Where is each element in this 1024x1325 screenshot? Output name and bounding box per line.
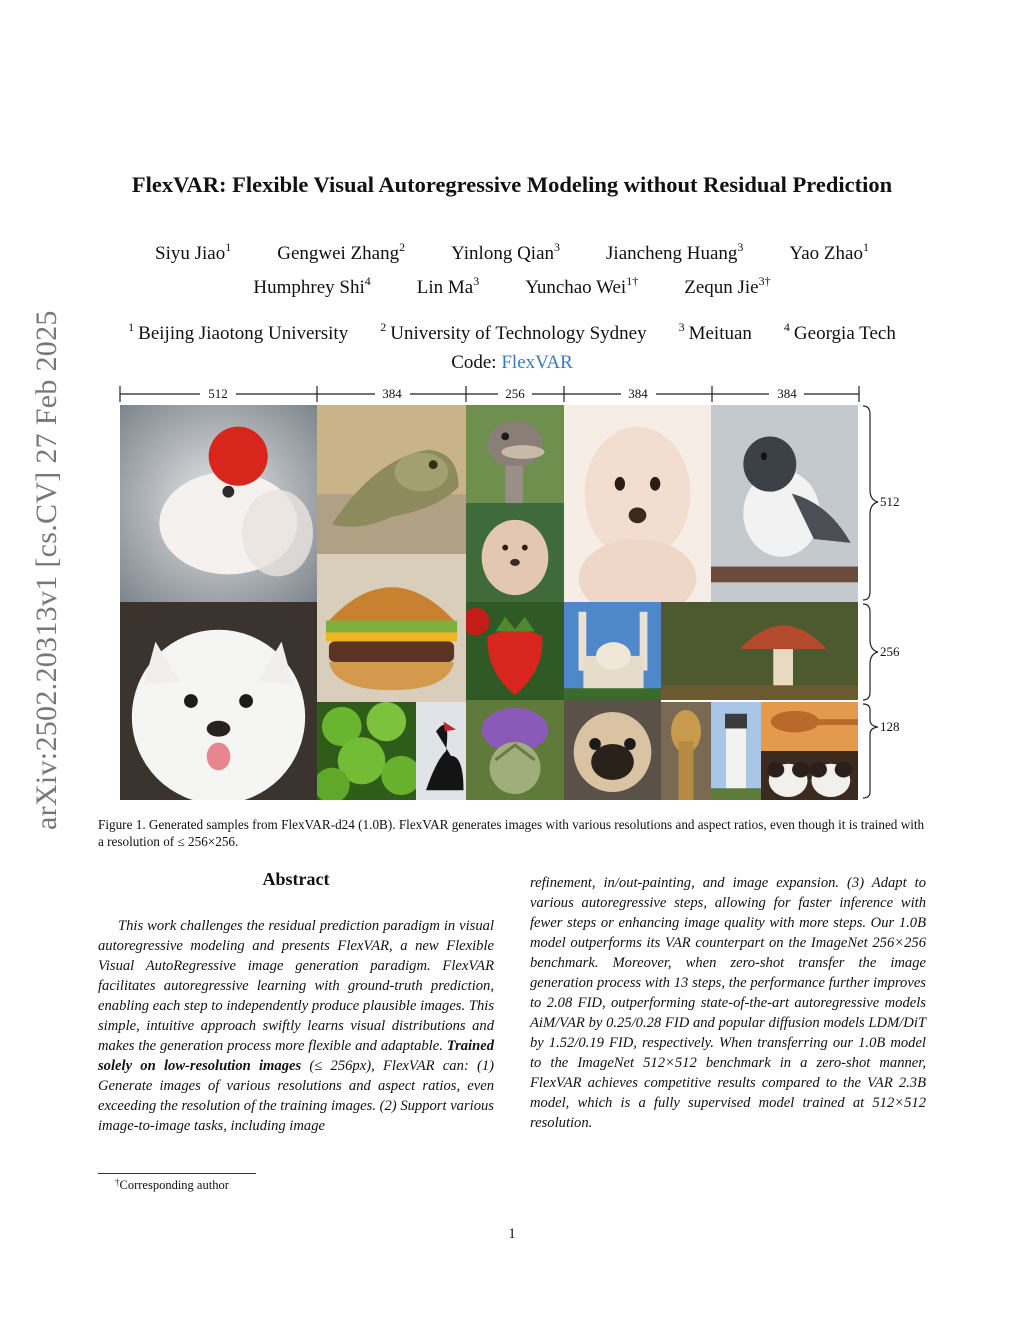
footnote [115,1177,229,1193]
affiliation [380,320,646,345]
abstract-right-column [530,873,926,1133]
author-name-text: Yunchao Wei [525,277,627,298]
author-name [277,240,405,265]
author-list-row-2 [0,274,1024,299]
mushroom-image [661,602,858,700]
height-label: 256 [880,644,900,659]
affiliation-name: Meituan [688,323,752,344]
mosque-image [564,602,661,700]
affiliation [784,320,896,345]
abstract-left-column [98,916,494,1136]
height-label: 512 [880,494,900,509]
author-name [684,274,770,299]
author-affiliation-mark: 3† [758,274,771,288]
spoon-image [761,702,858,751]
puppies-image [761,751,858,800]
page-number: 1 [508,1226,516,1242]
figure-caption: Figure 1. Generated samples from FlexVAR-d24 (1.0B). FlexVAR generates images with various resolutions and aspect ratios, even though it is trained with a resolution of ≤ 256×256. [98,817,925,849]
author-name-text: Zequn Jie [684,277,759,298]
author-name [155,240,231,265]
pug-image [564,700,661,800]
affiliation-mark: 3 [678,320,685,334]
height-label: 128 [880,719,900,734]
footnote-mark: † [115,1177,120,1187]
samoyed-image [120,602,317,800]
affiliation-name: Georgia Tech [793,323,896,344]
author-affiliation-mark: 2 [399,240,406,254]
apples-image [317,702,416,800]
ostrich-image [466,405,564,503]
author-name-text: Siyu Jiao [155,243,226,264]
author-name-text: Lin Ma [416,277,474,298]
affiliation-mark: 2 [380,320,387,334]
author-name [417,274,479,299]
width-label: 384 [628,386,648,401]
width-label: 384 [777,386,797,401]
author-list-row-1 [0,240,1024,265]
author-name-text: Yao Zhao [789,243,863,264]
author-affiliation-mark: 4 [364,274,371,288]
author-affiliation-mark: 3 [554,240,561,254]
footnote-divider [98,1173,256,1174]
abstract-text: refinement, in/out-painting, and image expansion. (3) Adapt to various autoregressive steps, allowing for faster inference with fewer steps or enhancing image quality with more steps. Our 1.0B model outperforms its VAR counterpart on the ImageNet 256×256 benchmark. Moreover, when zero-shot transfer the image generation process with 13 steps, the performance further improves to 2.08 FID, outperforming state-of-the-art autoregressive models AiM/VAR by 0.25/0.28 FID and popular diffusion models LDM/DiT by 1.52/0.19 FID, respectively. When transferring our 1.0B model to the ImageNet 512×512 benchmark in a zero-shot manner, FlexVAR achieves competitive results compared to the VAR 2.3B model, which is a fully supervised model trained at 512×512 resolution. [530,875,926,1131]
paper-title: FlexVAR: Flexible Visual Autoregressive Modeling without Residual Prediction [131,172,893,197]
author-name [525,274,638,299]
affiliation-list [0,320,1024,345]
affiliation-mark: 1 [128,320,135,334]
width-label: 512 [208,386,228,401]
author-name [789,240,869,265]
author-affiliation-mark: 1† [626,274,639,288]
strawberry-image [466,602,564,700]
black-swan-image [416,702,466,800]
width-label: 256 [505,386,525,401]
affiliation-mark: 4 [783,320,790,334]
author-affiliation-mark: 3 [473,274,480,288]
sample-image-grid [120,405,860,800]
affiliation [679,320,752,345]
snake-image [661,702,711,800]
arxiv-identifier: arXiv:2502.20313v1 [cs.CV] 27 Feb 2025 [30,310,63,830]
width-label: 384 [382,386,402,401]
author-name-text: Gengwei Zhang [277,243,400,264]
author-name-text: Jiancheng Huang [606,243,738,264]
bird-image [711,405,858,602]
abstract-text: (≤ 256px), FlexVAR can: (1) Generate images of various resolutions and aspect ratios, even exceeding the resolution of the training images. (2) Support various image-to-image tasks, including image [98,1058,495,1134]
abstract-text: This work challenges the residual prediction paradigm in visual autoregressive modeling and presents FlexVAR, a new Flexible Visual AutoRegressive image generation paradigm. FlexVAR facilitates autoregressive learning with ground-truth prediction, enabling each step to independently produce plausible images. This simple, intuitive approach swiftly learns visual distributions and makes the generation process more flexible and adaptable. [98,918,494,1054]
goldfish-image [120,405,317,602]
iguana-image [317,405,466,554]
code-label: Code: [451,352,497,373]
poodle-image [564,405,711,602]
author-affiliation-mark: 3 [737,240,744,254]
figure-1 [118,380,918,805]
abstract-heading: Abstract [262,869,330,889]
lighthouse-image [711,702,761,800]
affiliation-name: University of Technology Sydney [390,323,647,344]
burger-image [317,554,466,702]
affiliation-name: Beijing Jiaotong University [138,323,349,344]
author-name [606,240,743,265]
artichoke-image [466,700,564,800]
abstract-bold-text: Trained solely on low-resolution images [98,1038,494,1074]
small-poodle-image [466,503,564,602]
author-affiliation-mark: 1 [225,240,232,254]
code-link[interactable]: FlexVAR [501,352,573,373]
author-name [253,274,370,299]
code-line [0,352,1024,374]
author-name-text: Yinlong Qian [451,243,555,264]
affiliation [128,320,348,345]
footnote-text: Corresponding author [119,1178,229,1192]
author-name-text: Humphrey Shi [253,277,365,298]
author-name [451,240,560,265]
author-affiliation-mark: 1 [862,240,869,254]
